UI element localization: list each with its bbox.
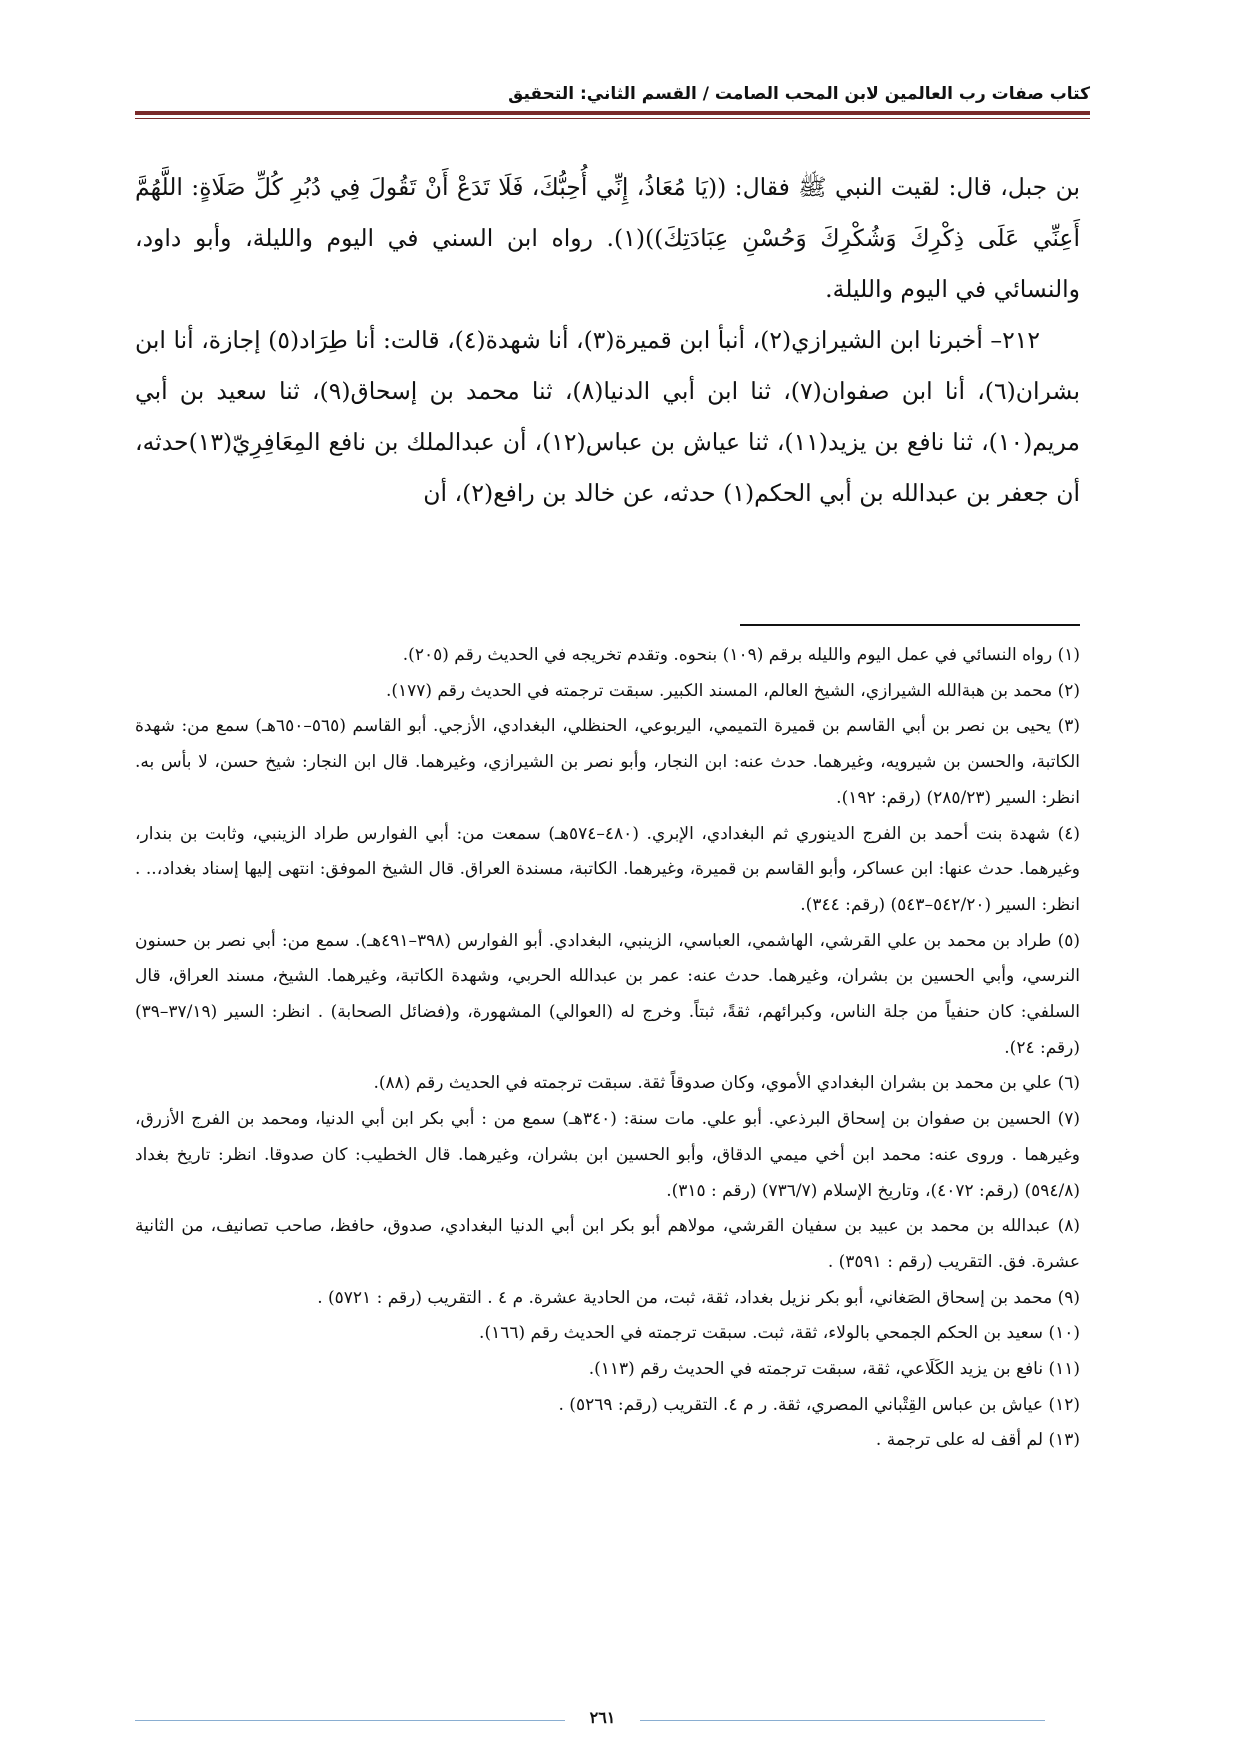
footnotes [135, 638, 1080, 1459]
header-rule-thin [135, 118, 1090, 119]
footnote-10: (١٠) سعيد بن الحكم الجمحي بالولاء، ثقة، ثبت. سبقت ترجمته في الحديث رقم (١٦٦). [479, 1323, 1080, 1344]
running-header: كتاب صفات رب العالمين لابن المحب الصامت / القسم الثاني: التحقيق [508, 84, 1090, 104]
footnote-3: (٣) يحيى بن نصر بن أبي القاسم بن قميرة التميمي، اليربوعي، الحنظلي، البغدادي، الأزجي. أبو القاسم (٥٦٥–٦٥٠هـ) سمع من: شهدة الكاتبة، والحسن بن شيرويه، وغيرهما. حدث عنه: ابن النجار، وأبو نصر بن الشيرازي، وغيرهما. قال ابن النجار: شيخ حسن، لا بأس به. انظر: السير (٢٨٥/٢٣) (رقم: ١٩٢). [135, 716, 1080, 808]
paragraph-2: ٢١٢– أخبرنا ابن الشيرازي(٢)، أنبأ ابن قميرة(٣)، أنا شهدة(٤)، قالت: أنا طِرَاد(٥) إجازة، أنا ابن بشران(٦)، أنا ابن صفوان(٧)، ثنا ابن أبي الدنيا(٨)، ثنا محمد بن إسحاق(٩)، ثنا سعيد بن أبي مريم(١٠)، ثنا نافع بن يزيد(١١)، ثنا عياش بن عباس(١٢)، أن عبدالملك بن نافع المِعَافِرِيّ(١٣)حدثه، أن جعفر بن عبدالله بن أبي الحكم(١) حدثه، عن خالد بن رافع(٢)، أن [135, 326, 1081, 507]
footnote-6: (٦) علي بن محمد بن بشران البغدادي الأموي، وكان صدوقاً ثقة. سبقت ترجمته في الحديث رقم (٨٨). [373, 1073, 1080, 1094]
header-rule [135, 111, 1090, 115]
footnote-4: (٤) شهدة بنت أحمد بن الفرج الدينوري ثم البغدادي، الإبري. (٤٨٠–٥٧٤هـ) سمعت من: أبي الفوارس طراد الزينبي، وثابت بن بندار، وغيرهما. حدث عنها: ابن عساكر، وأبو القاسم بن قميرة، وغيرهما. الكاتبة، مسندة العراق. قال الشيخ الموفق: انتهى إليها إسناد بغداد،.. . انظر: السير (٥٤٢/٢٠–٥٤٣) (رقم: ٣٤٤). [135, 823, 1080, 915]
footnote-9: (٩) محمد بن إسحاق الصَغاني، أبو بكر نزيل بغداد، ثقة، ثبت، من الحادية عشرة. م ٤ . التقريب (رقم : ٥٧٢١) . [317, 1287, 1080, 1308]
footer-rule-left [135, 1720, 565, 1721]
paragraph-1: بن جبل، قال: لقيت النبي ﷺ فقال: ((يَا مُعَاذُ، إِنِّي أُحِبُّكَ، فَلَا تَدَعْ أَنْ تَقُولَ فِي دُبُرِ كُلِّ صَلَاةٍ: اللَّهُمَّ أَعِنِّي عَلَى ذِكْرِكَ وَشُكْرِكَ وَحُسْنِ عِبَادَتِكَ))(١). رواه ابن السني في اليوم والليلة، وأبو داود، والنسائي في اليوم والليلة. [135, 173, 1080, 303]
footnote-12: (١٢) عياش بن عباس القِتْباني المصري، ثقة. ر م ٤. التقريب (رقم: ٥٢٦٩) . [558, 1394, 1080, 1415]
footnote-separator [740, 624, 1080, 626]
footnote-11: (١١) نافع بن يزيد الكَلَاعي، ثقة، سبقت ترجمته في الحديث رقم (١١٣). [588, 1359, 1080, 1380]
footnote-5: (٥) طراد بن محمد بن علي القرشي، الهاشمي، العباسي، الزينبي، البغدادي. أبو الفوارس (٣٩٨–٤٩١هـ). سمع من: أبي نصر بن حسنون النرسي، وأبي الحسين بن بشران، وغيرهما. حدث عنه: عمر بن عبدالله الحربي، وشهدة الكاتبة، وغيرهما. الشيخ، مسند العراق، قال السلفي: كان حنفياً من جلة الناس، وكبرائهم، ثقةً، ثبتاً. وخرج له (العوالي) المشهورة، و(فضائل الصحابة) . انظر: السير (٣٧/١٩–٣٩) (رقم: ٢٤). [135, 930, 1080, 1058]
footnote-13: (١٣) لم أقف له على ترجمة . [875, 1430, 1080, 1451]
footer-rule-right [640, 1720, 1045, 1721]
page-number: ٢٦١ [589, 1708, 616, 1727]
footnote-1: (١) رواه النسائي في عمل اليوم والليله برقم (١٠٩) بنحوه. وتقدم تخريجه في الحديث رقم (٢٠٥). [402, 645, 1080, 665]
footnote-2: (٢) محمد بن هبةالله الشيرازي، الشيخ العالم، المسند الكبير. سبقت ترجمته في الحديث رقم (١٧٧). [385, 680, 1080, 701]
main-text [135, 162, 1080, 519]
footnote-7: (٧) الحسين بن صفوان بن إسحاق البرذعي. أبو علي. مات سنة: (٣٤٠هـ) سمع من : أبي بكر ابن أبي الدنيا، ومحمد بن الفرج الأزرق، وغيرهما . وروى عنه: محمد ابن أخي ميمي الدقاق، وأبو الحسين ابن بشران، وغيرهما. قال الخطيب: كان صدوقا. انظر: تاريخ بغداد (٥٩٤/٨) (رقم: ٤٠٧٢)، وتاريخ الإسلام (٧٣٦/٧) (رقم : ٣١٥). [135, 1109, 1080, 1201]
footnote-8: (٨) عبدالله بن محمد بن عبيد بن سفيان القرشي، مولاهم أبو بكر ابن أبي الدنيا البغدادي، صدوق، حافظ، صاحب تصانيف، من الثانية عشرة. فق. التقريب (رقم : ٣٥٩١) . [135, 1216, 1080, 1272]
